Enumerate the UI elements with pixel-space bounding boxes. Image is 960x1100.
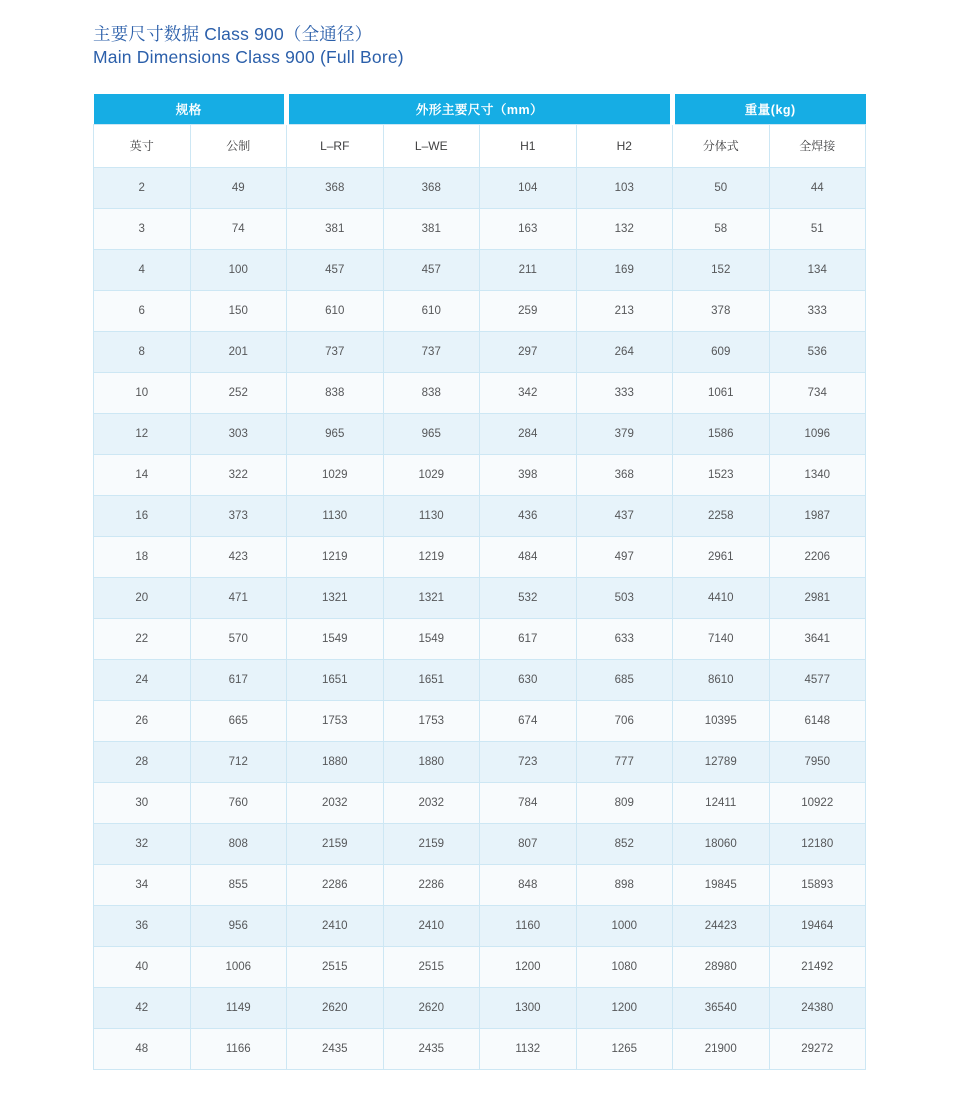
table-cell: 2206 xyxy=(769,536,866,577)
column-header-5: H2 xyxy=(576,124,673,167)
table-cell: 1029 xyxy=(383,454,480,495)
table-cell: 617 xyxy=(190,659,287,700)
table-cell: 50 xyxy=(673,167,770,208)
table-cell: 1132 xyxy=(480,1028,577,1069)
table-cell: 852 xyxy=(576,823,673,864)
table-cell: 14 xyxy=(94,454,191,495)
table-cell: 2286 xyxy=(287,864,384,905)
table-row-8 xyxy=(94,495,866,536)
table-cell: 150 xyxy=(190,290,287,331)
table-cell: 685 xyxy=(576,659,673,700)
table-cell: 497 xyxy=(576,536,673,577)
table-cell: 712 xyxy=(190,741,287,782)
table-cell: 284 xyxy=(480,413,577,454)
table-cell: 58 xyxy=(673,208,770,249)
table-cell: 2435 xyxy=(287,1028,384,1069)
table-cell: 36 xyxy=(94,905,191,946)
column-header-row xyxy=(94,124,866,167)
table-cell: 784 xyxy=(480,782,577,823)
table-cell: 457 xyxy=(383,249,480,290)
table-row-19 xyxy=(94,946,866,987)
table-cell: 18060 xyxy=(673,823,770,864)
table-cell: 2410 xyxy=(383,905,480,946)
table-cell: 2032 xyxy=(383,782,480,823)
table-cell: 373 xyxy=(190,495,287,536)
table-cell: 333 xyxy=(769,290,866,331)
table-cell: 264 xyxy=(576,331,673,372)
table-cell: 24 xyxy=(94,659,191,700)
table-cell: 1586 xyxy=(673,413,770,454)
table-cell: 381 xyxy=(287,208,384,249)
table-cell: 1200 xyxy=(480,946,577,987)
table-cell: 2981 xyxy=(769,577,866,618)
table-cell: 368 xyxy=(287,167,384,208)
table-cell: 201 xyxy=(190,331,287,372)
table-cell: 15893 xyxy=(769,864,866,905)
table-cell: 808 xyxy=(190,823,287,864)
group-header-row xyxy=(94,94,866,124)
table-cell: 6148 xyxy=(769,700,866,741)
table-cell: 7140 xyxy=(673,618,770,659)
table-cell: 484 xyxy=(480,536,577,577)
table-cell: 21492 xyxy=(769,946,866,987)
table-cell: 855 xyxy=(190,864,287,905)
table-cell: 2961 xyxy=(673,536,770,577)
table-cell: 51 xyxy=(769,208,866,249)
table-cell: 398 xyxy=(480,454,577,495)
table-cell: 809 xyxy=(576,782,673,823)
table-cell: 471 xyxy=(190,577,287,618)
table-cell: 8 xyxy=(94,331,191,372)
table-row-3 xyxy=(94,290,866,331)
table-cell: 723 xyxy=(480,741,577,782)
column-header-3: L–WE xyxy=(383,124,480,167)
table-cell: 4410 xyxy=(673,577,770,618)
table-cell: 333 xyxy=(576,372,673,413)
table-cell: 610 xyxy=(383,290,480,331)
table-cell: 163 xyxy=(480,208,577,249)
table-cell: 2258 xyxy=(673,495,770,536)
table-cell: 12789 xyxy=(673,741,770,782)
table-row-15 xyxy=(94,782,866,823)
table-cell: 423 xyxy=(190,536,287,577)
table-cell: 7950 xyxy=(769,741,866,782)
table-cell: 44 xyxy=(769,167,866,208)
table-cell: 1549 xyxy=(287,618,384,659)
table-cell: 342 xyxy=(480,372,577,413)
table-cell: 760 xyxy=(190,782,287,823)
table-cell: 34 xyxy=(94,864,191,905)
table-cell: 4577 xyxy=(769,659,866,700)
table-cell: 2159 xyxy=(287,823,384,864)
dimensions-table xyxy=(93,94,866,1070)
table-cell: 1166 xyxy=(190,1028,287,1069)
table-cell: 24380 xyxy=(769,987,866,1028)
table-cell: 674 xyxy=(480,700,577,741)
dimensions-table-body xyxy=(94,167,866,1069)
table-cell: 104 xyxy=(480,167,577,208)
table-cell: 1880 xyxy=(287,741,384,782)
group-header-2: 重量(kg) xyxy=(673,94,866,124)
table-cell: 2620 xyxy=(383,987,480,1028)
page-title xyxy=(93,23,404,69)
table-cell: 2515 xyxy=(383,946,480,987)
column-header-4: H1 xyxy=(480,124,577,167)
dimensions-table-head xyxy=(94,94,866,167)
table-cell: 630 xyxy=(480,659,577,700)
table-cell: 956 xyxy=(190,905,287,946)
table-cell: 259 xyxy=(480,290,577,331)
table-cell: 303 xyxy=(190,413,287,454)
table-cell: 1029 xyxy=(287,454,384,495)
table-row-16 xyxy=(94,823,866,864)
table-cell: 36540 xyxy=(673,987,770,1028)
table-cell: 706 xyxy=(576,700,673,741)
table-row-10 xyxy=(94,577,866,618)
table-cell: 169 xyxy=(576,249,673,290)
page-title-en: Main Dimensions Class 900 (Full Bore) xyxy=(93,47,404,67)
table-cell: 19464 xyxy=(769,905,866,946)
table-cell: 30 xyxy=(94,782,191,823)
table-cell: 1321 xyxy=(287,577,384,618)
table-cell: 1987 xyxy=(769,495,866,536)
table-cell: 1000 xyxy=(576,905,673,946)
table-cell: 100 xyxy=(190,249,287,290)
table-cell: 838 xyxy=(383,372,480,413)
table-cell: 74 xyxy=(190,208,287,249)
table-cell: 965 xyxy=(287,413,384,454)
table-cell: 1080 xyxy=(576,946,673,987)
table-cell: 6 xyxy=(94,290,191,331)
table-cell: 1061 xyxy=(673,372,770,413)
table-cell: 368 xyxy=(576,454,673,495)
table-cell: 570 xyxy=(190,618,287,659)
table-cell: 10 xyxy=(94,372,191,413)
table-cell: 322 xyxy=(190,454,287,495)
table-cell: 965 xyxy=(383,413,480,454)
table-cell: 617 xyxy=(480,618,577,659)
column-header-7: 全焊接 xyxy=(769,124,866,167)
table-cell: 665 xyxy=(190,700,287,741)
table-cell: 3641 xyxy=(769,618,866,659)
table-cell: 1006 xyxy=(190,946,287,987)
table-cell: 610 xyxy=(287,290,384,331)
table-row-6 xyxy=(94,413,866,454)
table-row-5 xyxy=(94,372,866,413)
table-cell: 10922 xyxy=(769,782,866,823)
table-cell: 22 xyxy=(94,618,191,659)
table-cell: 211 xyxy=(480,249,577,290)
table-cell: 1265 xyxy=(576,1028,673,1069)
table-row-13 xyxy=(94,700,866,741)
table-cell: 436 xyxy=(480,495,577,536)
table-cell: 132 xyxy=(576,208,673,249)
table-cell: 1300 xyxy=(480,987,577,1028)
table-cell: 103 xyxy=(576,167,673,208)
table-cell: 1096 xyxy=(769,413,866,454)
table-cell: 24423 xyxy=(673,905,770,946)
table-cell: 609 xyxy=(673,331,770,372)
table-cell: 1753 xyxy=(383,700,480,741)
table-cell: 3 xyxy=(94,208,191,249)
table-cell: 2435 xyxy=(383,1028,480,1069)
column-header-1: 公制 xyxy=(190,124,287,167)
table-cell: 19845 xyxy=(673,864,770,905)
table-cell: 1651 xyxy=(287,659,384,700)
table-cell: 1200 xyxy=(576,987,673,1028)
table-cell: 134 xyxy=(769,249,866,290)
table-cell: 26 xyxy=(94,700,191,741)
table-cell: 898 xyxy=(576,864,673,905)
table-cell: 1130 xyxy=(287,495,384,536)
table-row-11 xyxy=(94,618,866,659)
table-cell: 28980 xyxy=(673,946,770,987)
table-cell: 838 xyxy=(287,372,384,413)
page-title-zh: 主要尺寸数据 Class 900（全通径） xyxy=(93,24,373,44)
table-cell: 32 xyxy=(94,823,191,864)
table-cell: 1651 xyxy=(383,659,480,700)
table-cell: 777 xyxy=(576,741,673,782)
table-cell: 12 xyxy=(94,413,191,454)
table-cell: 297 xyxy=(480,331,577,372)
table-row-1 xyxy=(94,208,866,249)
table-cell: 2620 xyxy=(287,987,384,1028)
column-header-0: 英寸 xyxy=(94,124,191,167)
table-cell: 1340 xyxy=(769,454,866,495)
table-row-18 xyxy=(94,905,866,946)
table-row-9 xyxy=(94,536,866,577)
table-cell: 12180 xyxy=(769,823,866,864)
table-cell: 152 xyxy=(673,249,770,290)
table-cell: 2159 xyxy=(383,823,480,864)
table-cell: 12411 xyxy=(673,782,770,823)
column-header-6: 分体式 xyxy=(673,124,770,167)
group-header-0: 规格 xyxy=(94,94,287,124)
table-cell: 381 xyxy=(383,208,480,249)
table-row-17 xyxy=(94,864,866,905)
table-cell: 1160 xyxy=(480,905,577,946)
table-cell: 2515 xyxy=(287,946,384,987)
table-cell: 2032 xyxy=(287,782,384,823)
table-row-12 xyxy=(94,659,866,700)
table-cell: 437 xyxy=(576,495,673,536)
table-cell: 1130 xyxy=(383,495,480,536)
table-cell: 1149 xyxy=(190,987,287,1028)
table-cell: 379 xyxy=(576,413,673,454)
table-row-7 xyxy=(94,454,866,495)
table-cell: 1321 xyxy=(383,577,480,618)
table-cell: 1880 xyxy=(383,741,480,782)
table-cell: 21900 xyxy=(673,1028,770,1069)
table-cell: 1753 xyxy=(287,700,384,741)
table-cell: 1219 xyxy=(287,536,384,577)
table-cell: 457 xyxy=(287,249,384,290)
table-cell: 213 xyxy=(576,290,673,331)
table-cell: 49 xyxy=(190,167,287,208)
table-cell: 42 xyxy=(94,987,191,1028)
table-cell: 1219 xyxy=(383,536,480,577)
table-cell: 737 xyxy=(287,331,384,372)
table-cell: 2410 xyxy=(287,905,384,946)
table-cell: 1549 xyxy=(383,618,480,659)
table-cell: 378 xyxy=(673,290,770,331)
table-cell: 10395 xyxy=(673,700,770,741)
table-cell: 48 xyxy=(94,1028,191,1069)
table-cell: 848 xyxy=(480,864,577,905)
table-cell: 20 xyxy=(94,577,191,618)
table-cell: 29272 xyxy=(769,1028,866,1069)
table-row-2 xyxy=(94,249,866,290)
table-row-4 xyxy=(94,331,866,372)
table-cell: 1523 xyxy=(673,454,770,495)
group-header-1: 外形主要尺寸（mm） xyxy=(287,94,673,124)
table-row-21 xyxy=(94,1028,866,1069)
table-row-14 xyxy=(94,741,866,782)
table-row-0 xyxy=(94,167,866,208)
table-cell: 40 xyxy=(94,946,191,987)
table-cell: 532 xyxy=(480,577,577,618)
table-cell: 4 xyxy=(94,249,191,290)
table-cell: 16 xyxy=(94,495,191,536)
column-header-2: L–RF xyxy=(287,124,384,167)
table-cell: 807 xyxy=(480,823,577,864)
table-cell: 633 xyxy=(576,618,673,659)
table-cell: 252 xyxy=(190,372,287,413)
table-cell: 28 xyxy=(94,741,191,782)
table-cell: 368 xyxy=(383,167,480,208)
table-cell: 8610 xyxy=(673,659,770,700)
table-cell: 18 xyxy=(94,536,191,577)
table-cell: 2 xyxy=(94,167,191,208)
table-cell: 2286 xyxy=(383,864,480,905)
table-cell: 503 xyxy=(576,577,673,618)
table-row-20 xyxy=(94,987,866,1028)
table-cell: 536 xyxy=(769,331,866,372)
table-cell: 734 xyxy=(769,372,866,413)
table-cell: 737 xyxy=(383,331,480,372)
